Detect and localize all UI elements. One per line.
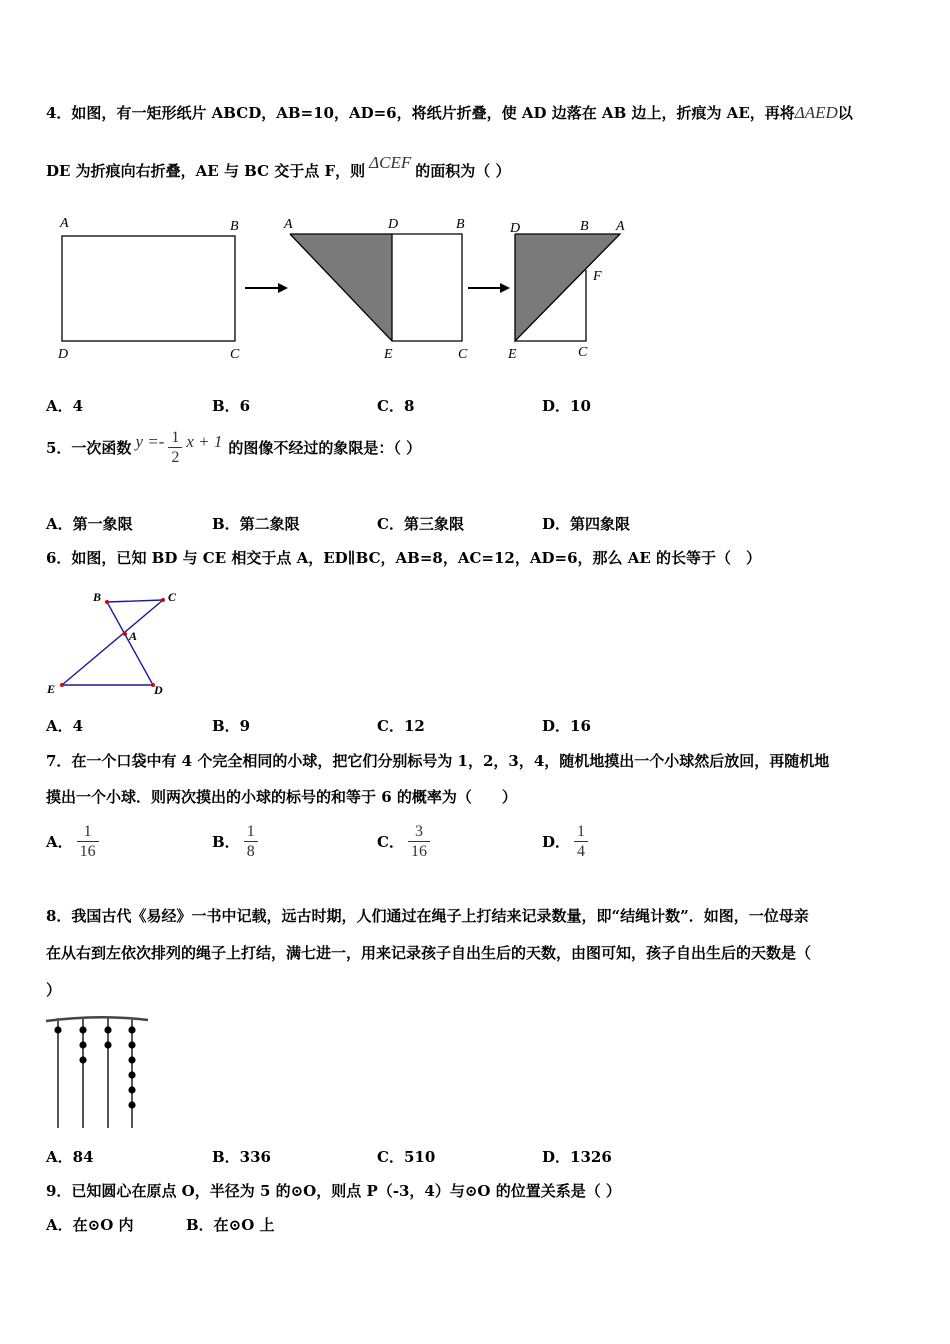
q4-triangle-cef: ΔCEF — [369, 153, 412, 172]
q4-line2-part1: DE 为折痕向右折叠，AE 与 BC 交于点 F，则 — [46, 162, 366, 180]
q8-knot — [104, 1026, 111, 1033]
q8-knot — [128, 1086, 135, 1093]
q4-fig1-label-c: C — [230, 347, 240, 362]
q6-point-e — [60, 683, 64, 687]
q4-fig2-label-a: A — [284, 217, 293, 232]
q5-prefix: 5．一次函数 — [46, 439, 132, 457]
q5-frac-den: 2 — [171, 449, 180, 466]
q5-option-c[interactable]: C．第三象限 — [377, 515, 464, 533]
q8-ropes — [54, 1018, 135, 1128]
q4-text-line2 — [46, 153, 511, 181]
q4-triangle-aed: ΔAED — [794, 103, 838, 122]
q4-figure — [40, 210, 640, 370]
q7-option-d-fraction — [574, 822, 588, 861]
q7-option-b[interactable] — [212, 822, 262, 861]
q4-option-d[interactable]: D．10 — [542, 397, 591, 415]
q4-fig1-label-b: B — [230, 219, 239, 234]
q4-fig2-label-d: D — [388, 217, 399, 232]
q7-text-line2: 摸出一个小球．则两次摸出的小球的标号的和等于 6 的概率为（ ） — [46, 788, 517, 806]
q4-fig3-label-a: A — [616, 219, 625, 234]
q7-option-c-fraction — [408, 822, 430, 861]
q6-option-a[interactable]: A．4 — [46, 717, 84, 735]
q4-line1-part2: 以 — [837, 104, 853, 122]
q5-text — [46, 428, 421, 467]
q7-option-b-num: 1 — [244, 822, 258, 842]
q7-option-b-label: B． — [212, 833, 240, 851]
q4-fig3-label-e: E — [508, 347, 517, 362]
q8-knot — [128, 1071, 135, 1078]
q7-option-b-fraction — [244, 822, 258, 861]
q4-arrow2-head — [500, 283, 510, 293]
q7-option-a[interactable] — [46, 822, 103, 861]
q7-option-c[interactable] — [377, 822, 434, 861]
q7-option-c-den: 16 — [410, 843, 427, 860]
q8-knot — [128, 1101, 135, 1108]
q4-fig3-label-d: D — [510, 221, 521, 236]
q5-eq-left: y =- — [135, 431, 165, 451]
q5-frac-num: 1 — [168, 428, 182, 448]
q7-text-line1: 7．在一个口袋中有 4 个完全相同的小球，把它们分别标号为 1，2，3，4，随机地摸出一个小球然后放回，再随机地 — [46, 752, 830, 770]
q4-fig3-label-c: C — [578, 345, 588, 360]
q5-option-a[interactable]: A．第一象限 — [46, 515, 133, 533]
q9-option-a[interactable]: A．在⊙O 内 — [46, 1216, 134, 1234]
q8-option-b[interactable]: B．336 — [212, 1148, 271, 1166]
q8-text-line3: ） — [46, 981, 62, 999]
q4-fig2-label-b: B — [456, 217, 465, 232]
q8-text-line1: 8．我国古代《易经》一书中记载，远古时期，人们通过在绳子上打结来记录数量，即“结绳计数”．如图，一位母亲 — [46, 907, 809, 925]
q6-text: 6．如图，已知 BD 与 CE 相交于点 A，ED∥BC，AB=8，AC=12，AD=6，那么 AE 的长等于（ ） — [46, 549, 762, 567]
q4-fig2-label-c: C — [458, 347, 468, 362]
q7-option-d-num: 1 — [574, 822, 588, 842]
q7-option-c-num: 3 — [408, 822, 430, 842]
q6-label-b: B — [93, 590, 102, 604]
q7-option-a-label: A． — [46, 833, 73, 851]
q8-knot — [79, 1026, 86, 1033]
q4-arrow1-head — [278, 283, 288, 293]
q4-fig1-label-d: D — [58, 347, 69, 362]
q8-knot — [104, 1041, 111, 1048]
q7-option-d-label: D． — [542, 833, 571, 851]
q6-label-e: E — [47, 682, 56, 696]
q6-segment-bc — [107, 600, 163, 602]
q6-point-a — [123, 632, 127, 636]
q6-option-d[interactable]: D．16 — [542, 717, 591, 735]
q7-option-a-den: 16 — [79, 843, 96, 860]
q8-option-c[interactable]: C．510 — [377, 1148, 436, 1166]
q6-label-a: A — [129, 629, 138, 643]
q6-point-b — [105, 600, 109, 604]
q4-text-line1 — [46, 102, 853, 123]
q8-knot-figure — [44, 1012, 154, 1130]
q4-fig3-label-f: F — [593, 269, 602, 284]
q6-label-d: D — [154, 683, 163, 697]
q8-knot — [79, 1041, 86, 1048]
q4-option-a[interactable]: A．4 — [46, 397, 84, 415]
q4-fig2-label-e: E — [384, 347, 393, 362]
q8-option-d[interactable]: D．1326 — [542, 1148, 612, 1166]
q8-text-line2: 在从右到左依次排列的绳子上打结，满七进一，用来记录孩子自出生后的天数，由图可知，孩子自出生后的天数是（ — [46, 944, 812, 962]
q8-knot — [54, 1026, 61, 1033]
q6-label-c: C — [168, 590, 177, 604]
q5-suffix: 的图像不经过的象限是：（ ） — [228, 439, 422, 457]
q8-knot — [128, 1026, 135, 1033]
q5-eq-right: x + 1 — [186, 431, 223, 451]
q7-option-b-den: 8 — [246, 843, 255, 860]
q5-fraction — [168, 428, 182, 467]
q9-option-b[interactable]: B．在⊙O 上 — [186, 1216, 275, 1234]
q8-knot — [79, 1056, 86, 1063]
q6-point-c — [161, 598, 165, 602]
q6-option-b[interactable]: B．9 — [212, 717, 251, 735]
q4-fig3-label-b: B — [580, 219, 589, 234]
q7-option-a-num: 1 — [77, 822, 99, 842]
q4-fig1-label-a: A — [60, 216, 69, 231]
q4-option-b[interactable]: B．6 — [212, 397, 251, 415]
q7-option-d[interactable] — [542, 822, 592, 861]
q4-line1-part1: 4．如图，有一矩形纸片 ABCD，AB=10，AD=6，将纸片折叠，使 AD 边落在 AB 边上，折痕为 AE，再将 — [46, 104, 795, 122]
q7-option-c-label: C． — [377, 833, 404, 851]
q8-knot — [128, 1056, 135, 1063]
q5-option-b[interactable]: B．第二象限 — [212, 515, 300, 533]
q8-option-a[interactable]: A．84 — [46, 1148, 94, 1166]
q4-option-c[interactable]: C．8 — [377, 397, 415, 415]
q4-fig1-rectangle — [62, 236, 235, 341]
q8-knot — [128, 1041, 135, 1048]
q5-option-d[interactable]: D．第四象限 — [542, 515, 631, 533]
q7-option-a-fraction — [77, 822, 99, 861]
q6-option-c[interactable]: C．12 — [377, 717, 425, 735]
q9-text: 9．已知圆心在原点 O，半径为 5 的⊙O，则点 P（-3，4）与⊙O 的位置关系是（ ） — [46, 1182, 621, 1200]
q4-line2-part2: 的面积为（ ） — [415, 162, 511, 180]
q7-option-d-den: 4 — [577, 843, 586, 860]
q6-figure — [40, 585, 190, 700]
